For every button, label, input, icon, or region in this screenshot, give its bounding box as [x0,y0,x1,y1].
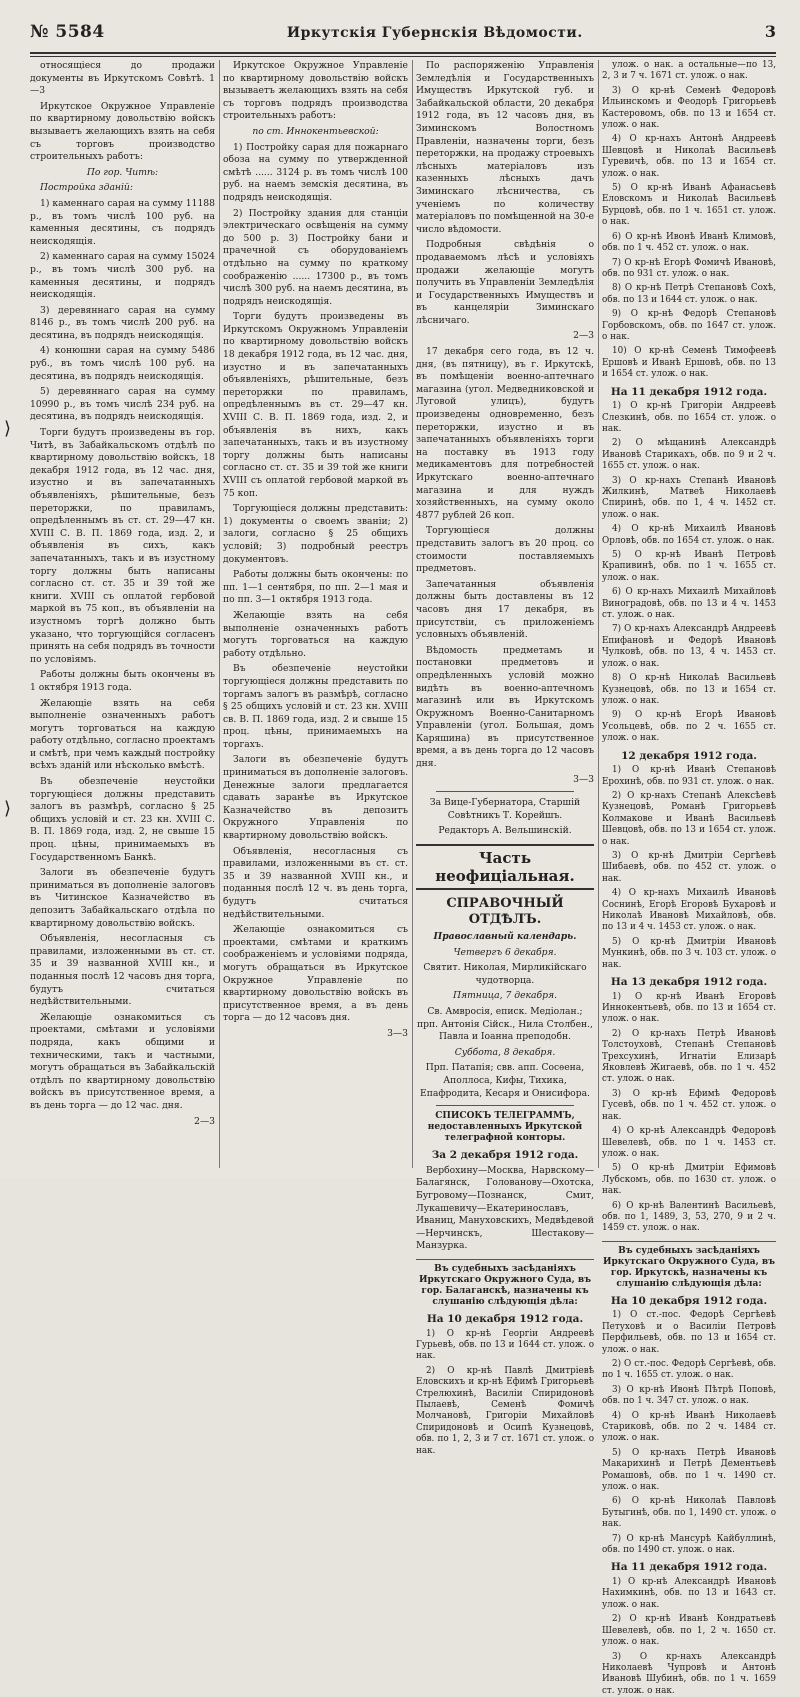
court-entry: 6) О кр-нѣ Николаѣ Павловѣ Бутыгинѣ, обв. по 1, 1490 ст. улож. о нак. [602,1496,776,1530]
column-divider [219,60,220,1168]
court-date: На 11 декабря 1912 года. [602,386,776,399]
calendar-day: Пятница, 7 декабря. [416,990,594,1003]
court-date: 12 декабря 1912 года. [602,750,776,763]
court-entry: 1) О кр-нѣ Григоріи Андреевѣ Слезкинѣ, обв. по 1654 ст. улож. о нак. [602,401,776,435]
newspaper-title: Иркутскія Губернскія Вѣдомости. [287,25,583,41]
column-divider [412,60,413,1168]
paragraph: Вѣдомость предметамъ и постановки предметовъ и опредѣленныхъ условій можно видѣть въ военно-аптечномъ магазинѣ или въ Иркутскомъ Окружномъ Военно-Санитарномъ Управленіи (угол. Большая, домъ Каряшина) въ присутственное время, а въ день торга до 12 часовъ дня. [416,645,594,771]
court-entry: 1) О кр-нѣ Иванѣ Егоровѣ Иннокентьевѣ, обв. по 13 и 1654 ст. улож. о нак. [602,992,776,1026]
calendar-heading: Православный календарь. [416,931,594,944]
court-entry: 3) О кр-нѣ Ефимѣ Федоровѣ Гусевѣ, обв. по 1 ч. 452 ст. улож. о нак. [602,1089,776,1123]
calendar-day: Четвергъ 6 декабря. [416,947,594,960]
margin-mark: ⟩ [4,420,14,438]
paragraph: Въ обезпеченіе неустойки торгующіеся должны представить по торгамъ залогъ въ размѣрѣ, согласно § 25 общихъ условій и ст. 23 кн. XVIII св. В. П. 1869 года, изд. 2 и свыше 15 проц. цѣны, принимаемыхъ на торгахъ. [223,663,408,751]
court-entry: 1) О ст.-пос. Федорѣ Сергѣевѣ Петуховѣ и о Василіи Петровѣ Перфильевѣ, обв. по 13 и 1654 ст. улож. о нак. [602,1310,776,1356]
notice-mark: 3—3 [223,1028,408,1041]
signature-vice-governor: За Вице-Губернатора, Старшій Совѣтникъ Т. Корейшъ. [416,797,594,822]
paragraph: Иркутское Окружное Управленіе по квартирному довольствію войскъ вызываетъ желающихъ взять на себя съ торговъ подрядъ производства строительныхъ работъ: [223,60,408,123]
paragraph: Объявленія, несогласныя съ правилами, изложенными въ ст. ст. 35 и 39 названной XVIII кн., и поданныя послѣ 12 ч. въ день торга, будутъ считаться недѣйствительными. [223,846,408,922]
notice-mark: 3—3 [416,774,594,787]
paragraph: Залоги въ обезпеченіе будутъ приниматься въ дополненіе залоговъ. Денежные залоги предлагается сдавать заранѣе въ Иркутское Казначейство въ депозитъ Окружного Управленія по квартирному довольствію войскъ. [223,754,408,842]
telegrams-heading: СПИСОКЪ ТЕЛЕГРАММЪ, недоставленныхъ Иркутской телеграфной конторы. [416,1111,594,1144]
issue-number: № 5584 [30,22,105,42]
court-entry: 2) О ст.-пос. Федорѣ Сергѣевѣ, обв. по 1 ч. 1655 ст. улож. о нак. [602,1359,776,1382]
paragraph: 17 декабря сего года, въ 12 ч. дня, (въ пятницу), въ г. Иркутскѣ, въ помѣщеніи военно-аптечнаго магазина (угол. Медведниковской и Луговой улицъ), будутъ произведены одновременно, безъ переторжки, изустно и въ запечатанныхъ объявленіяхъ торги на поставку въ 1913 году медикаментовъ для потребностей Иркутскаго военно-аптечнаго магазина и для нуждъ хозяйственныхъ, на сумму около 4877 рублей 26 коп. [416,346,594,522]
court-entry: 7) О кр-нахъ Александрѣ Андреевѣ Епифановѣ и Федорѣ Ивановѣ Чулковѣ, обв. по 13, 4 ч. 1453 ст. улож. о нак. [602,624,776,670]
calendar-saints: Святит. Николая, Мирликійскаго чудотворца. [416,962,594,987]
court-date: На 10 декабря 1912 года. [416,1313,594,1326]
columns [30,60,776,1168]
court-entry: 6) О кр-нѣ Ивонѣ Иванѣ Климовѣ, обв. по 1 ч. 452 ст. улож. о нак. [602,232,776,255]
unofficial-part-heading: Часть неофиціальная. [416,844,594,890]
court-entry: 5) О кр-нѣ Дмитріи Ивановѣ Мункинѣ, обв. по 3 ч. 103 ст. улож. о нак. [602,937,776,971]
column-divider [598,60,599,1168]
court-entry: 2) О мѣщанинѣ Александрѣ Ивановѣ Старикахъ, обв. по 9 и 2 ч. 1655 ст. улож. о нак. [602,438,776,472]
court-entry: 3) О кр-нѣ Ивонѣ Пѣтрѣ Поповѣ, обв. по 1 ч. 347 ст. улож. о нак. [602,1385,776,1408]
court-entry: 9) О кр-нѣ Егорѣ Ивановѣ Усольцевѣ, обв. по 2 ч. 1655 ст. улож. о нак. [602,710,776,744]
court-entry: 6) О кр-нѣ Валентинѣ Васильевѣ, обв. по 1, 1489, 3, 53, 270, 9 и 2 ч. 1459 ст. улож. о нак. [602,1201,776,1235]
court-entry: 10) О кр-нѣ Семенѣ Тимофеевѣ Ершовѣ и Иванѣ Ершовѣ, обв. по 13 и 1654 ст. улож. о нак. [602,346,776,380]
paragraph: Желающіе взять на себя выполненіе означенныхъ работъ могутъ торговаться на каждую работу отдѣльно, согласно проектамъ и смѣтѣ, при чемъ каждый постройку всѣхъ зданій или нѣсколько вмѣстѣ. [30,698,215,774]
column-3 [416,60,594,1168]
signature-editor: Редакторъ А. Вельшинскій. [416,825,594,838]
paragraph: Торги будутъ произведены въ Иркутскомъ Окружномъ Управленіи по квартирному довольствію войскъ 18 декабря 1912 года, въ 12 час. дня, изустно и въ запечатанныхъ объявленіяхъ, рѣшительные, безъ переторжки по правиламъ, опредѣленнымъ въ ст. 29—47 кн. XVIII С. В. П. 1869 года, изд. 2, и объявленія въ нихъ, какъ запечатанныхъ, такъ и въ изустному торгу должны быть написаны согласно ст. ст. 35 и 39 той же книги XVIII съ оплатой гербовой маркой въ 75 коп. [223,311,408,500]
court-entry: 9) О кр-нѣ Федорѣ Степановѣ Горбовскомъ, обв. по 1647 ст. улож. о нак. [602,309,776,343]
court-entry: 8) О кр-нѣ Петрѣ Степановѣ Сохѣ, обв. по 13 и 1644 ст. улож. о нак. [602,283,776,306]
paragraph: Подробныя свѣдѣнія о продаваемомъ лѣсѣ и условіяхъ продажи желающіе могутъ получить въ Управленіи Земледѣлія и Государственныхъ Имуществъ и въ канцеляріи Зиминскаго лѣсничаго. [416,239,594,327]
calendar-saints: Св. Амвросія, еписк. Медіолан.; прп. Антонія Сійск., Нила Столбен., Павла и Іоанна преподобн. [416,1006,594,1044]
reference-section-heading: СПРАВОЧНЫЙ ОТДѢЛЪ. [416,896,594,928]
court-entry: 1) О кр-нѣ Георгіи Андреевѣ Гурьевѣ, обв. по 13 и 1644 ст. улож. о нак. [416,1329,594,1363]
court-entry: 8) О кр-нѣ Николаѣ Васильевѣ Кузнецовѣ, обв. по 13 и 1654 ст. улож. о нак. [602,673,776,707]
court-heading-irkutsk: Въ судебныхъ засѣданіяхъ Иркутскаго Окружного Суда, въ гор. Иркутскѣ, назначены къ слушанію слѣдующія дѣла: [602,1241,776,1290]
court-entry: 2) О кр-нѣ Иванѣ Кондратьевѣ Шевелевѣ, обв. по 1, 2 ч. 1650 ст. улож. о нак. [602,1614,776,1648]
paragraph: Залоги въ обезпеченіе будутъ приниматься въ дополненіе залоговъ въ Читинское Казначейство въ депозитъ Забайкальскаго отдѣла по квартирному довольствію войскъ. [30,867,215,930]
list-item: 2) каменнаго сарая на сумму 15024 р., въ томъ числѣ 300 руб. на каменныя десятины, и подрядъ неискодящія. [30,251,215,301]
court-entry: 3) О кр-нахъ Александрѣ Николаевѣ Чупровѣ и Антонѣ Ивановѣ Шубинѣ, обв. по 1 ч. 1659 ст. улож. о нак. [602,1652,776,1697]
section-heading: по ст. Иннокентьевской: [223,126,408,139]
header-rule [30,52,776,57]
court-date: На 11 декабря 1912 года. [602,1561,776,1574]
court-entry: 5) О кр-нѣ Дмитріи Ефимовѣ Лубскомъ, обв. по 1630 ст. улож. о нак. [602,1163,776,1197]
court-entry: 2) О кр-нахъ Петрѣ Ивановѣ Толстоуховѣ, Степанѣ Степановѣ Трехсухинѣ, Игнатіи Елизарѣ Яковлевѣ Жигаевѣ, обв. по 1 ч. 452 ст. улож. о нак. [602,1029,776,1086]
paragraph: относящіеся до продажи документы въ Иркутскомъ Совѣтѣ. 1—3 [30,60,215,98]
court-entry: 1) О кр-нѣ Иванѣ Степановѣ Ерохинѣ, обв. по 931 ст. улож. о нак. [602,765,776,788]
list-item: 1) каменнаго сарая на сумму 11188 р., въ томъ числѣ 100 руб. на каменныя десятины, съ подрядъ неискодящія. [30,198,215,248]
paragraph: Объявленія, несогласныя съ правилами, изложенными въ ст. ст. 35 и 39 названной XVIII кн., и поданныя послѣ 12 часовъ дня торга, будутъ считаться недѣйствительными. [30,933,215,1009]
court-entry: 3) О кр-нѣ Дмитріи Сергѣевѣ Шибаевѣ, обв. по 452 ст. улож. о нак. [602,851,776,885]
court-entry: 7) О кр-нѣ Егорѣ Фомичѣ Ивановѣ, обв. по 931 ст. улож. о нак. [602,258,776,281]
page-header [30,22,776,46]
court-entry: 2) О кр-нѣ Павлѣ Дмитріевѣ Еловскихъ и кр-нѣ Ефимѣ Григорьевѣ Стрелюхинѣ, Василіи Спиридоновѣ Пылаевѣ, Семенѣ Фомичѣ Молчановѣ, Григоріи Михайловѣ Спиридоновѣ и Осипѣ Кузнецовѣ, обв. по 1, 2, 3 и 7 ст. 1671 ст. улож. о нак. [416,1366,594,1457]
paragraph: Желающіе взять на себя выполненіе означенныхъ работъ могутъ торговаться на каждую работу отдѣльно. [223,610,408,660]
separator [436,1105,574,1106]
subheading: Постройка зданій: [30,182,215,195]
court-entry: 7) О кр-нѣ Мансурѣ Кайбуллинѣ, обв. по 1490 ст. улож. о нак. [602,1534,776,1557]
paragraph: По распоряженію Управленія Земледѣлія и Государственныхъ Имуществъ Иркутской губ. и Забайкальской области, 20 декабря 1912 года, въ 12 часовъ дня, въ Зиминскомъ Волостномъ Правленіи, назначены торги, безъ переторжки, на продажу строевыхъ лѣсныхъ матеріаловъ изъ казенныхъ лѣсныхъ дачъ Зиминскаго лѣсничества, съ ученіемъ по количеству матеріаловъ по помѣщенной на 30-е число вѣдомости. [416,60,594,236]
margin-mark: ⟩ [4,800,14,818]
paragraph: Желающіе ознакомиться съ проектами, смѣтами и краткимъ соображеніемъ и условіями подряда, могутъ обращаться въ Иркутское Окружное Управленіе по квартирному довольствію войскъ въ присутственное время, а въ день торга — до 12 часовъ дня. [223,924,408,1025]
court-heading-balagansk: Въ судебныхъ засѣданіяхъ Иркутскаго Окружного Суда, въ гор. Балаганскѣ, назначены къ слушанію слѣдующія дѣла: [416,1259,594,1308]
list-item: 5) деревяннаго сарая на сумму 10990 р., въ томъ числѣ 234 руб. на десятина, въ подрядъ неискодящія. [30,386,215,424]
paragraph: Торгующіеся должны представить залогъ въ 20 проц. со стоимости поставляемыхъ предметовъ. [416,525,594,575]
notice-mark: 2—3 [416,330,594,343]
court-entry: 5) О кр-нахъ Петрѣ Ивановѣ Макарихинѣ и Петрѣ Дементьевѣ Ромашовѣ, обв. по 1 ч. 1490 ст. улож. о нак. [602,1448,776,1494]
calendar-day: Суббота, 8 декабря. [416,1047,594,1060]
calendar-saints: Прп. Патапія; свв. апп. Сосѳена, Аполлоса, Кифы, Тихика, Епафродита, Кесаря и Онисифора. [416,1062,594,1100]
court-entry: 6) О кр-нахъ Михаилѣ Михайловѣ Виноградовѣ, обв. по 13 и 4 ч. 1453 ст. улож. о нак. [602,587,776,621]
court-entry: 3) О кр-нахъ Степанѣ Ивановѣ Жилкинѣ, Матвеѣ Николаевѣ Спиринѣ, обв. по 1, 4 ч. 1452 ст. улож. о нак. [602,476,776,522]
court-entry: улож. о нак. а остальные—по 13, 2, 3 и 7 ч. 1671 ст. улож. о нак. [602,60,776,83]
separator [436,791,574,792]
list-item: 1) Постройку сарая для пожарнаго обоза на сумму по утвержденной смѣтѣ ...... 3124 р. въ томъ числѣ 100 руб. на наемъ земскія десятина, въ подрядъ неискодящія. [223,142,408,205]
paragraph: Работы должны быть окончены въ 1 октября 1913 года. [30,669,215,694]
telegrams-date: За 2 декабря 1912 года. [416,1149,594,1162]
paragraph: Иркутское Окружное Управленіе по квартирному довольствію войскъ вызываетъ желающихъ взять на себя съ торговъ производство строительныхъ работъ: [30,101,215,164]
column-4 [602,60,776,1168]
court-date: На 10 декабря 1912 года. [602,1295,776,1308]
section-heading: По гор. Читѣ: [30,167,215,180]
paragraph: Торгующіеся должны представить: 1) документы о своемъ званіи; 2) залоги, согласно § 25 общихъ условій; 3) подробный реестръ документовъ. [223,503,408,566]
page-number: 3 [765,22,776,41]
paragraph: Торги будутъ произведены въ гор. Читѣ, въ Забайкальскомъ отдѣлѣ по квартирному довольствію войскъ, 18 декабря 1912 года, въ 12 час. дня, изустно и въ запечатанныхъ объявленіяхъ, рѣшительные, безъ переторжки, по правиламъ, опредѣленнымъ въ ст. ст. 29—47 кн. XVIII С. В. П. 1869 года, изд. 2, и объявленія въ сихъ, какъ запечатанныхъ, такъ и въ изустному торгу должны быть написаны согласно ст. ст. 35 и 39 той же книги. XVIII съ оплатой гербовой маркой въ 75 коп., въ объявленіи на изустномъ торгѣ должно быть указано, что торгующійся согласенъ принять на себя подрядъ въ точности по условіямъ. [30,427,215,666]
notice-mark: 2—3 [30,1116,215,1129]
paragraph: Запечатанныя объявленія должны быть доставлены въ 12 часовъ дня 17 декабря, въ присутствіи, съ приложеніемъ условныхъ объявленій. [416,579,594,642]
court-entry: 4) О кр-нахъ Михаилѣ Ивановѣ Соснинѣ, Егорѣ Егоровѣ Бухаровѣ и Николаѣ Ивановѣ Михайловѣ, обв. по 13 и 4 ч. 1453 ст. улож. о нак. [602,888,776,934]
column-1 [30,60,215,1168]
list-item: 3) деревяннаго сарая на сумму 8146 р., въ томъ числѣ 200 руб. на десятина, въ подрядъ неискодящія. [30,305,215,343]
court-entry: 4) О кр-нѣ Александрѣ Федоровѣ Шевелевѣ, обв. по 1 ч. 1453 ст. улож. о нак. [602,1126,776,1160]
court-entry: 3) О кр-нѣ Семенѣ Федоровѣ Ильинскомъ и Феодорѣ Григорьевѣ Кастеровомъ, обв. по 13 и 1654 ст. улож. о нак. [602,86,776,132]
court-entry: 5) О кр-нѣ Иванѣ Петровѣ Крапивинѣ, обв. по 1 ч. 1655 ст. улож. о нак. [602,550,776,584]
court-entry: 2) О кр-нахъ Степанѣ Алексѣевѣ Кузнецовѣ, Романѣ Григорьевѣ Колмакове и Иванѣ Васильевѣ Шевцовѣ, обв. по 13 и 1654 ст. улож. о нак. [602,791,776,848]
list-item: 4) конюшни сарая на сумму 5486 руб., въ томъ числѣ 100 руб. на десятина, въ подрядъ неискодящія. [30,345,215,383]
paragraph: Въ обезпеченіе неустойки торгующіеся должны представить залогъ въ размѣрѣ, согласно § 25 общихъ условій и ст. 23 кн. XVIII С. В. П. 1869 года, изд. 2, не свыше 15 проц. цѣны, принимаемыхъ въ Государственномъ Банкѣ. [30,776,215,864]
column-2 [223,60,408,1168]
telegrams-list: Вербохину—Москва, Нарвскому—Балагянск, Голованову—Охотска, Бугровому—Познанск, Смит, Лукашевичу—Екатеринославъ, Иваниц, Мануховскихъ, Медвѣдевой—Нерчинскъ, Шестакову—Манзурка. [416,1165,594,1253]
court-entry: 5) О кр-нѣ Иванѣ Афанасьевѣ Еловскомъ и Николаѣ Васильевѣ Бурцовѣ, обв. по 1 ч. 1651 ст. улож. о нак. [602,183,776,229]
court-entry: 1) О кр-нѣ Александрѣ Ивановѣ Нахимкинѣ, обв. по 13 и 1643 ст. улож. о нак. [602,1577,776,1611]
court-entry: 4) О кр-нѣ Иванѣ Николаевѣ Стариковѣ, обв. по 2 ч. 1484 ст. улож. о нак. [602,1411,776,1445]
court-entry: 4) О кр-нѣ Михаилѣ Ивановѣ Орловѣ, обв. по 1654 ст. улож. о нак. [602,524,776,547]
court-date: На 13 декабря 1912 года. [602,976,776,989]
paragraph: Желающіе ознакомиться съ проектами, смѣтами и условіями подряда, какъ общими и техническими, такъ и частными, могутъ обращаться въ Забайкальскій отдѣлъ по квартирному довольствію войскъ въ присутственное время, а въ день торга — до 12 час. дня. [30,1012,215,1113]
list-item: 2) Постройку здания для станціи электрическаго освѣщенія на сумму до 500 р. 3) Постройку бани и прачечной съ оборудованіемъ отдѣльно на сумму по краткому соображенію ...... 17300 р., въ томъ числѣ 300 руб. на наемъ десятина, въ подрядъ неискодящія. [223,208,408,309]
court-entry: 4) О кр-нахъ Антонѣ Андреевѣ Шевцовѣ и Николаѣ Васильевѣ Гуревичѣ, обв. по 13 и 1654 ст. улож. о нак. [602,134,776,180]
paragraph: Работы должны быть окончены: по пп. 1—1 сентября, по пп. 2—1 мая и по пп. 3—1 октября 1913 года. [223,569,408,607]
